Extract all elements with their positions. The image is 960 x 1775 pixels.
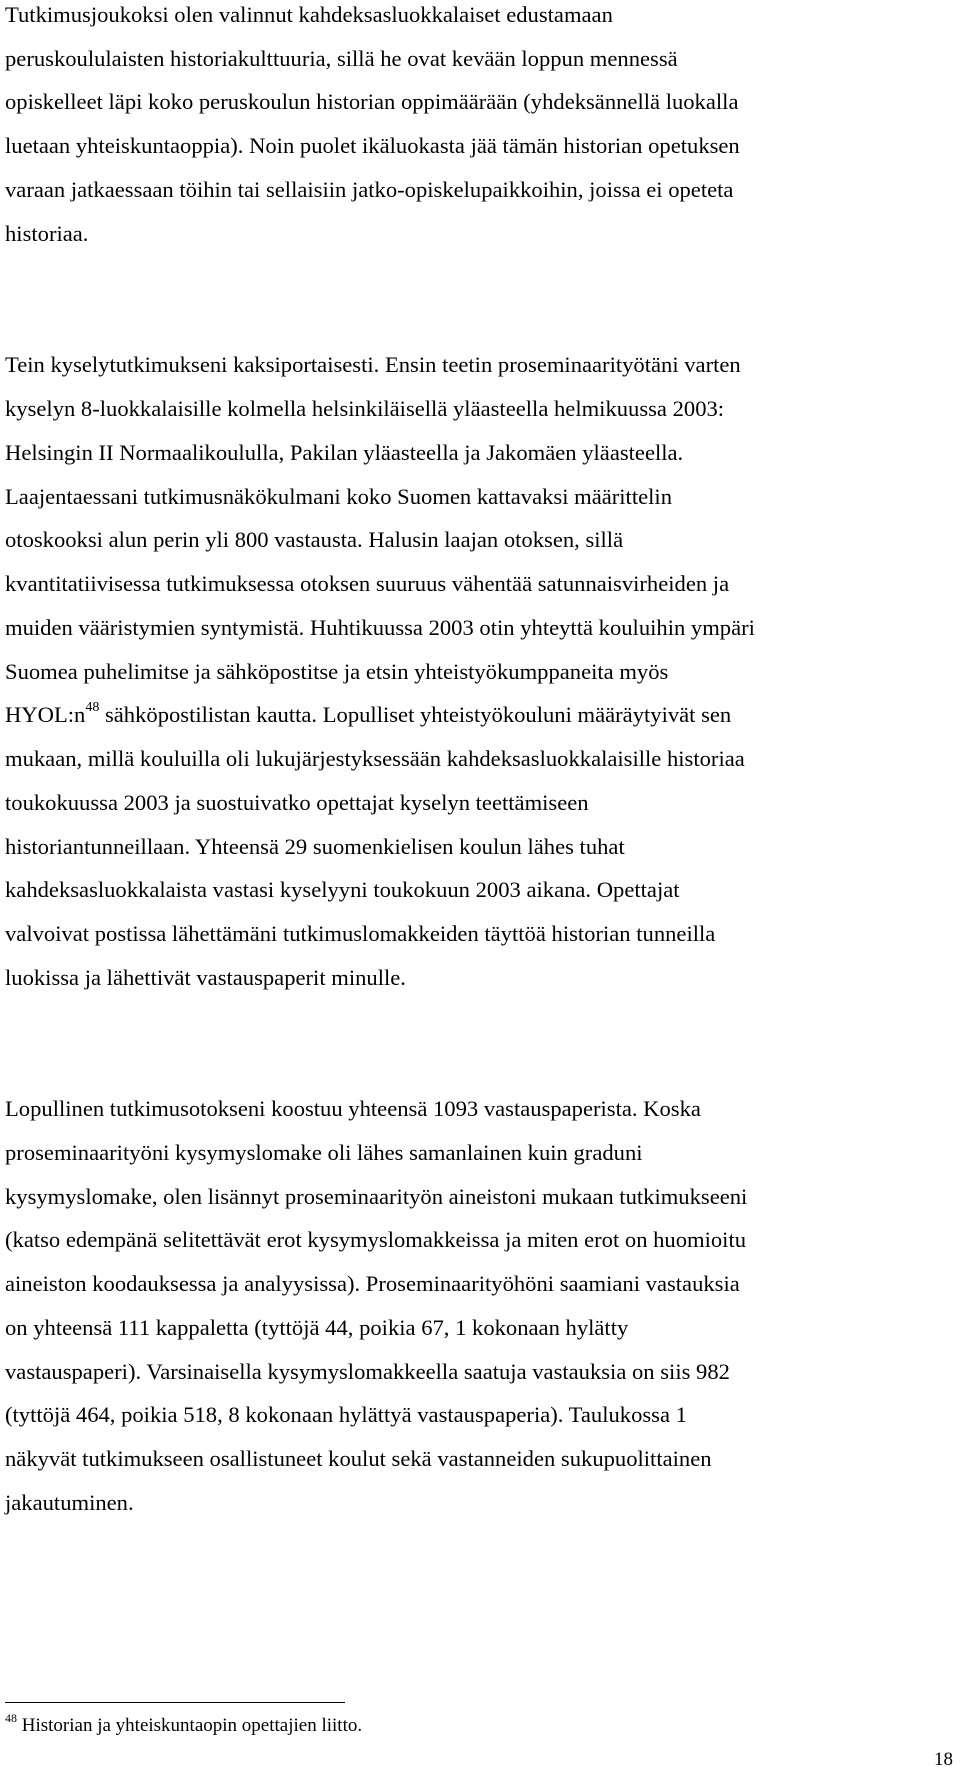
text-line: aineiston koodauksessa ja analyysissa). Proseminaarityöhöni saamiani vastauksia <box>5 1271 740 1296</box>
text-line: luetaan yhteiskuntaoppia). Noin puolet ikäluokasta jää tämän historian opetuksen <box>5 133 740 158</box>
text-line: Laajentaessani tutkimusnäkökulmani koko Suomen kattavaksi määrittelin <box>5 484 672 509</box>
text-line: varaan jatkaessaan töihin tai sellaisiin jatko-opiskelupaikkoihin, joissa ei opeteta <box>5 177 734 202</box>
text-line: kahdeksasluokkalaista vastasi kyselyyni toukokuun 2003 aikana. Opettajat <box>5 877 680 902</box>
footnote-separator <box>5 1702 345 1703</box>
text-line: peruskoululaisten historiakulttuuria, sillä he ovat kevään loppun mennessä <box>5 46 678 71</box>
text-line: vastauspaperi). Varsinaisella kysymyslomakkeella saatuja vastauksia on siis 982 <box>5 1359 730 1384</box>
footnote <box>5 1710 363 1738</box>
text-span: HYOL:n <box>5 702 86 727</box>
text-line: historiantunneillaan. Yhteensä 29 suomenkielisen koulun lähes tuhat <box>5 834 625 859</box>
text-line: opiskelleet läpi koko peruskoulun historian oppimäärään (yhdeksännellä luokalla <box>5 89 739 114</box>
text-line: jakautuminen. <box>5 1490 134 1515</box>
text-line: proseminaarityöni kysymyslomake oli lähes samanlainen kuin graduni <box>5 1140 643 1165</box>
text-line: näkyvät tutkimukseen osallistuneet koulut sekä vastanneiden sukupuolittainen <box>5 1446 712 1471</box>
text-line: kyselyn 8-luokkalaisille kolmella helsinkiläisellä yläasteella helmikuussa 2003: <box>5 396 725 421</box>
text-line: kysymyslomake, olen lisännyt proseminaarityön aineistoni mukaan tutkimukseeni <box>5 1184 748 1209</box>
text-line: kvantitatiivisessa tutkimuksessa otoksen suuruus vähentää satunnaisvirheiden ja <box>5 571 730 596</box>
text-line: historiaa. <box>5 221 89 246</box>
text-line: (katso edempänä selitettävät erot kysymyslomakkeissa ja miten erot on huomioitu <box>5 1227 747 1252</box>
text-line: luokissa ja lähettivät vastauspaperit minulle. <box>5 965 406 990</box>
text-line: Tein kyselytutkimukseni kaksiportaisesti. Ensin teetin proseminaarityötäni varten <box>5 352 741 377</box>
text-line-with-footnote-ref <box>5 700 731 730</box>
footnote-text: Historian ja yhteiskuntaopin opettajien liitto. <box>17 1715 363 1736</box>
text-span: sähköpostilistan kautta. Lopulliset yhteistyökouluni määräytyivät sen <box>99 702 732 727</box>
text-line: Helsingin II Normaalikoululla, Pakilan yläasteella ja Jakomäen yläasteella. <box>5 440 684 465</box>
text-line: toukokuussa 2003 ja suostuivatko opettajat kyselyn teettämiseen <box>5 790 589 815</box>
text-line: muiden vääristymien syntymistä. Huhtikuussa 2003 otin yhteyttä kouluihin ympäri <box>5 615 755 640</box>
text-line: otoskooksi alun perin yli 800 vastausta. Halusin laajan otoksen, sillä <box>5 527 624 552</box>
page-number: 18 <box>934 1749 953 1770</box>
text-line: (tyttöjä 464, poikia 518, 8 kokonaan hylättyä vastauspaperia). Taulukossa 1 <box>5 1402 687 1427</box>
text-line: Suomea puhelimitse ja sähköpostitse ja etsin yhteistyökumppaneita myös <box>5 659 669 684</box>
footnote-reference[interactable]: 48 <box>85 700 100 716</box>
footnote-number: 48 <box>5 1710 17 1725</box>
text-line: mukaan, millä kouluilla oli lukujärjestyksessään kahdeksasluokkalaisille historiaa <box>5 746 745 771</box>
text-line: Lopullinen tutkimusotokseni koostuu yhteensä 1093 vastauspaperista. Koska <box>5 1096 701 1121</box>
text-line: valvoivat postissa lähettämäni tutkimuslomakkeiden täyttöä historian tunneilla <box>5 921 716 946</box>
text-line: on yhteensä 111 kappaletta (tyttöjä 44, poikia 67, 1 kokonaan hylätty <box>5 1315 629 1340</box>
text-line: Tutkimusjoukoksi olen valinnut kahdeksasluokkalaiset edustamaan <box>5 2 613 27</box>
